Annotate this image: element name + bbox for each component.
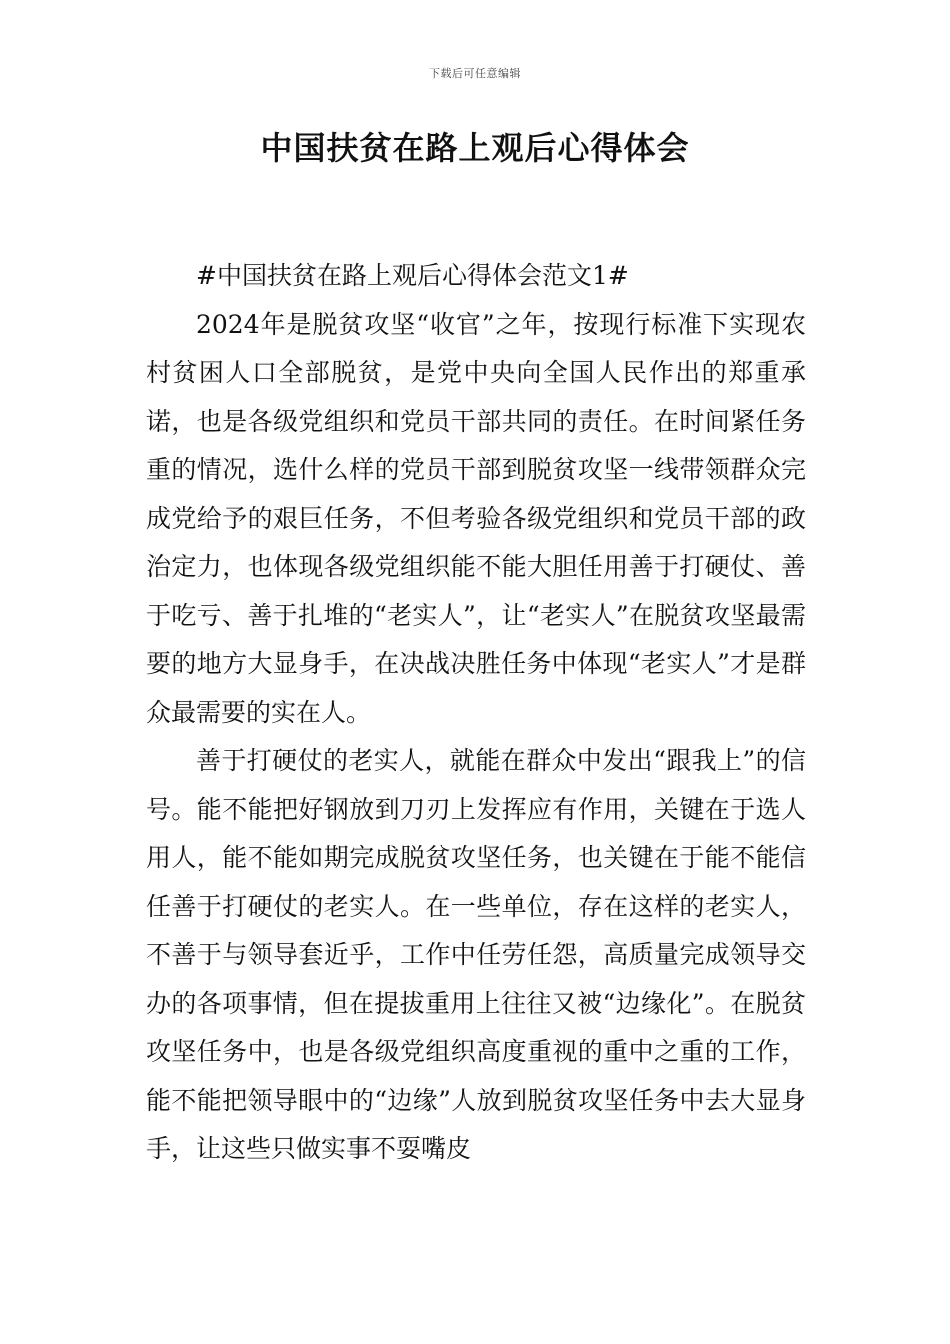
body-paragraph: 善于打硬仗的老实人，就能在群众中发出“跟我上”的信号。能不能把好钢放到刀刃上发挥应有作用，关键在于选人用人，能不能如期完成脱贫攻坚任务，也关键在于能不能信任善于打硬仗的老实人。在一些单位，存在这样的老实人，不善于与领导套近乎，工作中任劳任怨，高质量完成领导交办的各项事情，但在提拔重用上往往又被“边缘化”。在脱贫攻坚任务中，也是各级党组织高度重视的重中之重的工作，能不能把领导眼中的“边缘”人放到脱贫攻坚任务中去大显身手，让这些只做实事不耍嘴皮 — [146, 746, 806, 1163]
document-title: 中国扶贫在路上观后心得体会 — [260, 129, 690, 167]
header-note: 下载后可任意编辑 — [429, 67, 521, 80]
section-heading: #中国扶贫在路上观后心得体会范文1# — [196, 261, 629, 290]
body-paragraph: 2024年是脱贫攻坚“收官”之年，按现行标准下实现农村贫困人口全部脱贫，是党中央向全国人民作出的郑重承诺，也是各级党组织和党员干部共同的责任。在时间紧任务重的情况，选什么样的党员干部到脱贫攻坚一线带领群众完成党给予的艰巨任务，不但考验各级党组织和党员干部的政治定力，也体现各级党组织能不能大胆任用善于打硬仗、善于吃亏、善于扎堆的“老实人”，让“老实人”在脱贫攻坚最需要的地方大显身手，在决战决胜任务中体现“老实人”才是群众最需要的实在人。 — [146, 309, 806, 727]
document-body — [146, 252, 806, 1174]
